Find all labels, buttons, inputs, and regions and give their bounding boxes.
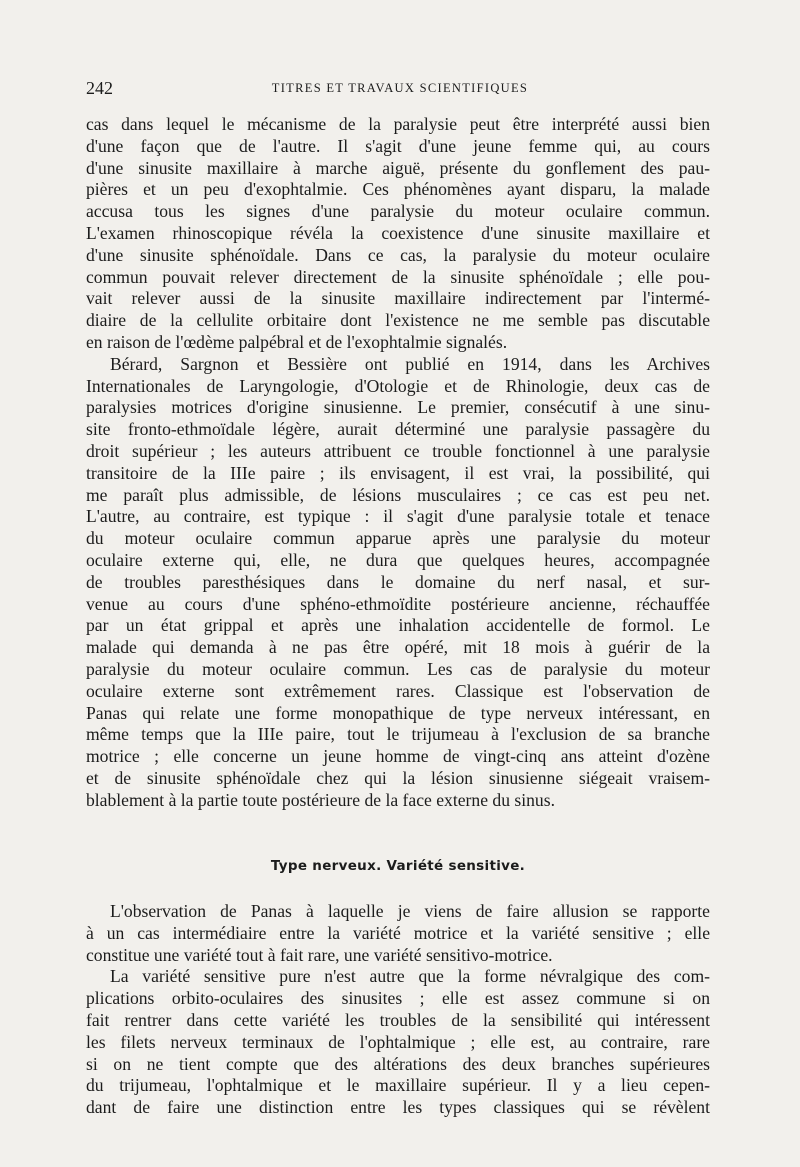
text-line: me paraît plus admissible, de lésions musculaires ; ce cas est peu net. — [86, 484, 710, 505]
text-line: d'une sinusite maxillaire à marche aiguë, présente du gonflement des pau- — [86, 157, 710, 178]
text-line: fait rentrer dans cette variété les troubles de la sensibilité qui intéressent — [86, 1009, 710, 1030]
text-line: cas dans lequel le mécanisme de la paralysie peut être interprété aussi bien — [86, 114, 710, 134]
text-line: du moteur oculaire commun apparue après une paralysie du moteur — [86, 528, 710, 549]
text-line: d'une façon que de l'autre. Il s'agit d'une jeune femme qui, au cours — [86, 135, 710, 156]
text-line: les filets nerveux terminaux de l'ophtalmique ; elle est, au contraire, rare — [86, 1031, 710, 1052]
text-line: par un état grippal et après une inhalation accidentelle de formol. Le — [86, 615, 710, 636]
text-line: La variété sensitive pure n'est autre que la forme névralgique des com- — [110, 966, 710, 987]
text-line: et de sinusite sphénoïdale chez qui la lésion sinusienne siégeait vraisem- — [86, 767, 710, 788]
text-line: paralysies motrices d'origine sinusienne. Le premier, consécutif à une sinu- — [86, 397, 710, 418]
body-text-section-2 — [86, 901, 710, 1119]
text-line: si on ne tient compte que des altérations des deux branches supérieures — [86, 1053, 710, 1074]
text-line: plications orbito-oculaires des sinusites ; elle est assez commune si on — [86, 988, 710, 1009]
text-line: Panas qui relate une forme monopathique de type nerveux intéressant, en — [86, 702, 710, 723]
text-line: Bérard, Sargnon et Bessière ont publié en 1914, dans les Archives — [110, 353, 710, 374]
text-line: Internationales de Laryngologie, d'Otologie et de Rhinologie, deux cas de — [86, 375, 710, 396]
text-line: blablement à la partie toute postérieure de la face externe du sinus. — [86, 789, 555, 810]
text-line: commun pouvait relever directement de la sinusite sphénoïdale ; elle pou- — [86, 266, 710, 287]
text-line: venue au cours d'une sphéno-ethmoïdite postérieure ancienne, réchauffée — [86, 593, 710, 614]
text-line: de troubles paresthésiques dans le domaine du nerf nasal, et sur- — [86, 571, 710, 592]
text-line: malade qui demanda à ne pas être opéré, mit 18 mois à guérir de la — [86, 637, 710, 658]
text-line: accusa tous les signes d'une paralysie du moteur oculaire commun. — [86, 201, 710, 222]
running-title: TITRES ET TRAVAUX SCIENTIFIQUES — [271, 81, 529, 95]
body-text-section-1 — [86, 114, 710, 812]
text-line: dant de faire une distinction entre les types classiques qui se révèlent — [86, 1097, 710, 1118]
text-line: L'examen rhinoscopique révéla la coexistence d'une sinusite maxillaire et — [86, 222, 710, 243]
text-line: motrice ; elle concerne un jeune homme de vingt-cinq ans atteint d'ozène — [86, 746, 710, 767]
text-line: oculaire externe qui, elle, ne dura que quelques heures, accompagnée — [86, 549, 710, 570]
text-line: transitoire de la IIIe paire ; ils envisagent, il est vrai, la possibilité, qui — [86, 462, 710, 483]
text-line: paralysie du moteur oculaire commun. Les cas de paralysie du moteur — [86, 658, 710, 679]
section-heading: Type nerveux. Variété sensitive. — [270, 858, 526, 874]
text-line: diaire de la cellulite orbitaire dont l'existence ne me semble pas discutable — [86, 310, 710, 331]
text-line: pières et un peu d'exophtalmie. Ces phénomènes ayant disparu, la malade — [86, 179, 710, 200]
text-line: site fronto-ethmoïdale légère, aurait déterminé une paralysie passagère du — [86, 419, 710, 440]
text-line: même temps que la IIIe paire, tout le trijumeau à l'exclusion de sa branche — [86, 724, 710, 745]
text-line: en raison de l'œdème palpébral et de l'exophtalmie signalés. — [86, 331, 508, 352]
text-line: à un cas intermédiaire entre la variété motrice et la variété sensitive ; elle — [86, 922, 710, 943]
text-line: droit supérieur ; les auteurs attribuent ce trouble fonctionnel à une paralysie — [86, 440, 710, 461]
text-line: oculaire externe sont extrêmement rares. Classique est l'observation de — [86, 680, 710, 701]
page-header — [86, 78, 714, 100]
text-line: L'autre, au contraire, est typique : il s'agit d'une paralysie totale et tenace — [86, 506, 710, 527]
text-line: vait relever aussi de la sinusite maxillaire indirectement par l'intermé- — [86, 288, 710, 309]
text-line: d'une sinusite sphénoïdale. Dans ce cas, la paralysie du moteur oculaire — [86, 244, 710, 265]
text-line: constitue une variété tout à fait rare, une variété sensitivo-motrice. — [86, 944, 553, 965]
text-line: du trijumeau, l'ophtalmique et le maxillaire supérieur. Il y a lieu cepen- — [86, 1075, 710, 1096]
page-number: 242 — [86, 78, 113, 98]
text-line: L'observation de Panas à laquelle je viens de faire allusion se rapporte — [110, 901, 710, 921]
